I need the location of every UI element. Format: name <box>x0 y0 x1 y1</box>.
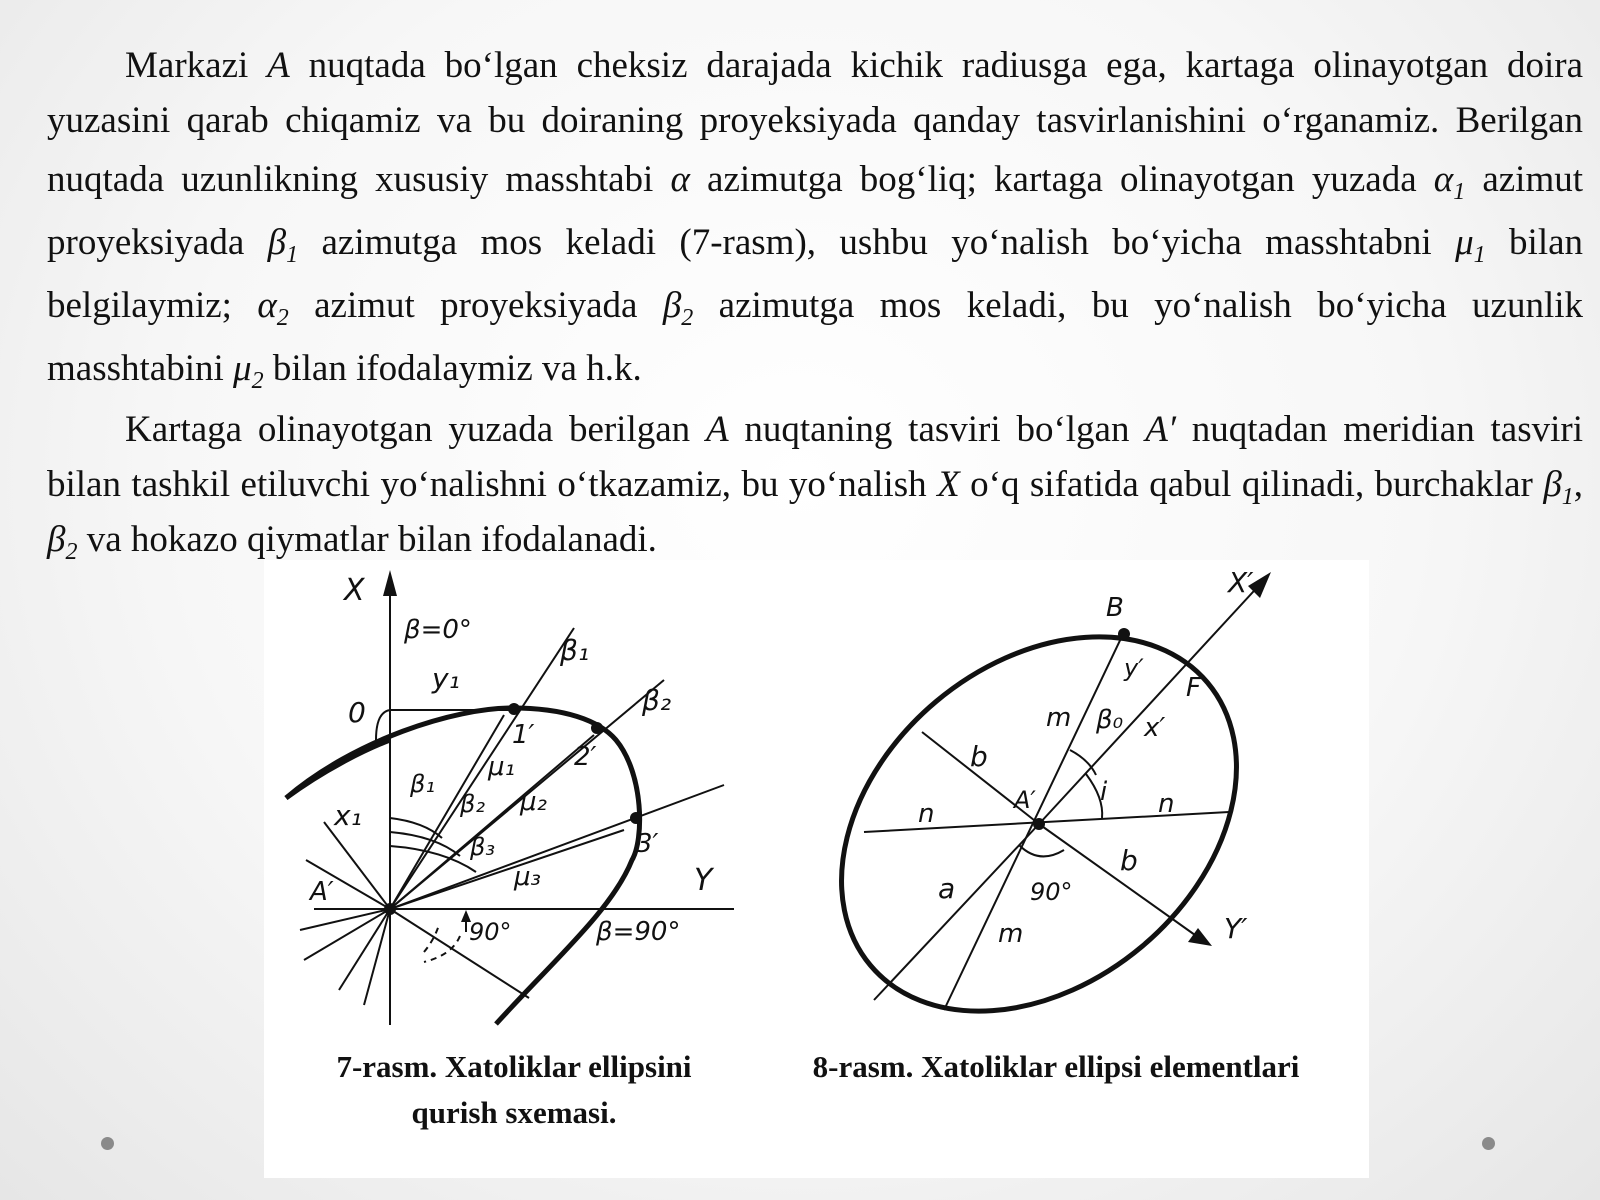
angle-arc-beta3 <box>390 846 476 872</box>
fig7-beta2-ray-label: β₂ <box>642 684 672 717</box>
fig8-i-label: i <box>1100 777 1108 807</box>
text-run: yuzada <box>1311 159 1434 200</box>
figure-8-caption-line: 8-rasm. Xatoliklar ellipsi elementlari <box>812 1049 1300 1084</box>
slide-nav-dot-right[interactable] <box>1482 1137 1495 1150</box>
ray-mu3 <box>390 830 624 909</box>
text-run: bilan belgilaymiz; <box>47 222 1584 326</box>
figure-7-caption-line-2: qurish sxemasi. <box>411 1095 617 1130</box>
fig7-x1-label: x₁ <box>334 799 362 832</box>
fig7-angle-beta3-label: β₃ <box>470 833 495 861</box>
math-var: α <box>1433 159 1454 200</box>
subscript: 2 <box>251 368 264 394</box>
fig8-f-label: F <box>1186 673 1201 703</box>
fig8-b-top-label: b <box>970 740 988 773</box>
fig8-n-right-label: n <box>1158 789 1175 819</box>
ray-ext-5 <box>364 909 390 1005</box>
fig7-a-prime-label: A′ <box>310 877 334 907</box>
text-run: azimut proyeksiyada <box>288 285 663 326</box>
math-var: α <box>257 285 277 326</box>
text-run: burchaklar <box>1374 464 1544 505</box>
point-2-dot <box>591 722 603 734</box>
text-run: bilan ifodalaymiz va h.k. <box>263 348 642 389</box>
fig8-y-prime-small-label: y′ <box>1124 654 1144 682</box>
point-b-dot <box>1118 628 1130 640</box>
text-run: nuqtaning tasviri bo‘lgan <box>728 409 1146 450</box>
angle-arc-beta2 <box>390 832 460 856</box>
ray-mu1 <box>390 715 504 909</box>
body-text <box>47 38 1583 567</box>
text-run: , <box>1573 464 1583 505</box>
text-run: azimutga bog‘liq; kartaga olinayotgan <box>689 159 1295 200</box>
fig8-n-left-label: n <box>918 799 935 829</box>
math-var: β <box>267 222 287 263</box>
fig8-b-point-label: B <box>1106 593 1124 623</box>
figure-8-caption <box>776 1044 1336 1090</box>
math-var: α <box>670 159 690 200</box>
subscript: 2 <box>681 305 694 331</box>
fig7-mu1-label: μ₁ <box>488 752 515 782</box>
math-var: A′ <box>1145 409 1176 450</box>
figure-8-diagram <box>824 560 1294 1030</box>
ray-ext-6 <box>324 822 390 909</box>
fig7-x-label: X <box>344 573 365 608</box>
fig7-mu2-label: μ₂ <box>520 787 547 817</box>
text-run: Berilgan nuqtada uzunlikning xususiy masshtabi <box>47 100 1584 200</box>
figure-7-diagram <box>264 560 764 1040</box>
fig7-angle-beta1-label: β₁ <box>410 770 435 798</box>
text-run: masshtabni <box>1265 222 1456 263</box>
text-run: va hokazo qiymatlar bilan ifodalanadi. <box>77 519 657 560</box>
axis-a-line <box>874 824 1039 1000</box>
point-a-prime-dot <box>384 903 396 915</box>
fig7-beta0-label: β=0° <box>404 615 472 645</box>
math-var: A <box>705 409 729 450</box>
fig8-a-label: a <box>938 872 956 905</box>
figure-7-caption-line-1: 7-rasm. Xatoliklar ellipsini <box>336 1049 692 1084</box>
math-var: β <box>662 285 682 326</box>
fig7-y-label: Y <box>694 863 713 898</box>
ray-ext-3 <box>304 909 390 960</box>
math-var: μ <box>233 348 252 389</box>
text-run: doira yuzasini qarab chiqamiz va bu doiraning proyeksiyada qanday tasvirlanishini o‘rganamiz. <box>47 45 1583 141</box>
fig8-m-top-label: m <box>1046 703 1072 733</box>
fig8-beta0-label: β₀ <box>1096 705 1124 735</box>
fig7-origin-label: 0 <box>348 696 366 729</box>
fig7-beta90-label: β=90° <box>596 917 681 947</box>
text-run: bo‘yicha uzunlik masshtabini <box>47 285 1584 389</box>
text-run: nuqtada bo‘lgan cheksiz darajada kichik radiusga ega, kartaga olinayotgan <box>289 45 1489 86</box>
error-ellipse-curve-left <box>286 740 390 798</box>
text-run: Kartaga olinayotgan yuzada berilgan <box>125 409 706 450</box>
fig8-y-prime-label: Y′ <box>1224 912 1248 945</box>
subscript: 1 <box>1453 179 1466 205</box>
math-var: β <box>1543 464 1562 505</box>
fig8-b-right-label: b <box>1120 844 1138 877</box>
center-a-prime-dot <box>1033 818 1045 830</box>
point-1-dot <box>508 703 520 715</box>
error-ellipse <box>824 560 1294 1030</box>
text-run: o‘q sifatida qabul qilinadi, <box>959 464 1365 505</box>
fig8-right-angle-label: 90° <box>1030 878 1073 906</box>
fig7-mu3-label: μ₃ <box>514 862 541 892</box>
fig7-y1-label: y₁ <box>432 662 460 695</box>
fig7-right-angle-label: 90° <box>469 918 512 946</box>
text-run: azimutga mos keladi, bu yo‘nalish <box>693 285 1292 326</box>
subscript: 2 <box>65 539 78 565</box>
ray-ext-4 <box>339 909 390 990</box>
subscript: 1 <box>286 242 299 268</box>
subscript: 1 <box>1473 242 1486 268</box>
fig7-angle-beta2-label: β₂ <box>460 790 485 818</box>
paragraph-1 <box>47 38 1583 400</box>
text-run: azimut proyeksiyada <box>47 159 1584 263</box>
fig7-point-2-label: 2′ <box>574 742 597 772</box>
x-prime-axis <box>1039 580 1264 824</box>
text-run: Markazi <box>125 45 268 86</box>
ray-beta1 <box>390 628 574 909</box>
angle-arc-90 <box>1019 845 1064 856</box>
point-3-dot <box>630 812 642 824</box>
paragraph-2 <box>47 402 1583 567</box>
figure-7-caption <box>294 1044 734 1136</box>
math-var: μ <box>1455 222 1474 263</box>
fig7-beta1-ray-label: β₁ <box>560 634 590 667</box>
y-prime-arrow <box>1188 928 1212 946</box>
math-var: β <box>47 519 66 560</box>
math-var: X <box>937 464 960 505</box>
ray-3 <box>390 785 724 909</box>
fig8-m-bottom-label: m <box>998 919 1024 949</box>
x-axis-arrow <box>383 570 397 596</box>
slide-nav-dot-left[interactable] <box>101 1137 114 1150</box>
text-run: tasviri bilan tashkil etiluvchi yo‘nalishni o‘tkazamiz, bu yo‘nalish <box>47 409 1583 505</box>
fig8-x-prime-small-label: x′ <box>1144 713 1166 743</box>
fig7-point-3-label: 3′ <box>636 829 659 859</box>
fig8-x-prime-label: X′ <box>1228 566 1254 599</box>
fig8-a-prime-label: A′ <box>1014 786 1036 814</box>
math-var: A <box>267 45 290 86</box>
fig7-point-1-label: 1′ <box>512 720 535 750</box>
subscript: 2 <box>276 305 289 331</box>
subscript: 1 <box>1561 484 1574 510</box>
figures-panel <box>264 560 1369 1178</box>
text-run: azimutga mos keladi (7-rasm), ushbu yo‘nalish bo‘yicha <box>298 222 1242 263</box>
text-run: nuqtadan meridian <box>1175 409 1475 450</box>
dashed-arc-2 <box>424 936 460 962</box>
ray-ext-2 <box>300 909 390 930</box>
angle-arc-beta0 <box>1070 750 1096 775</box>
